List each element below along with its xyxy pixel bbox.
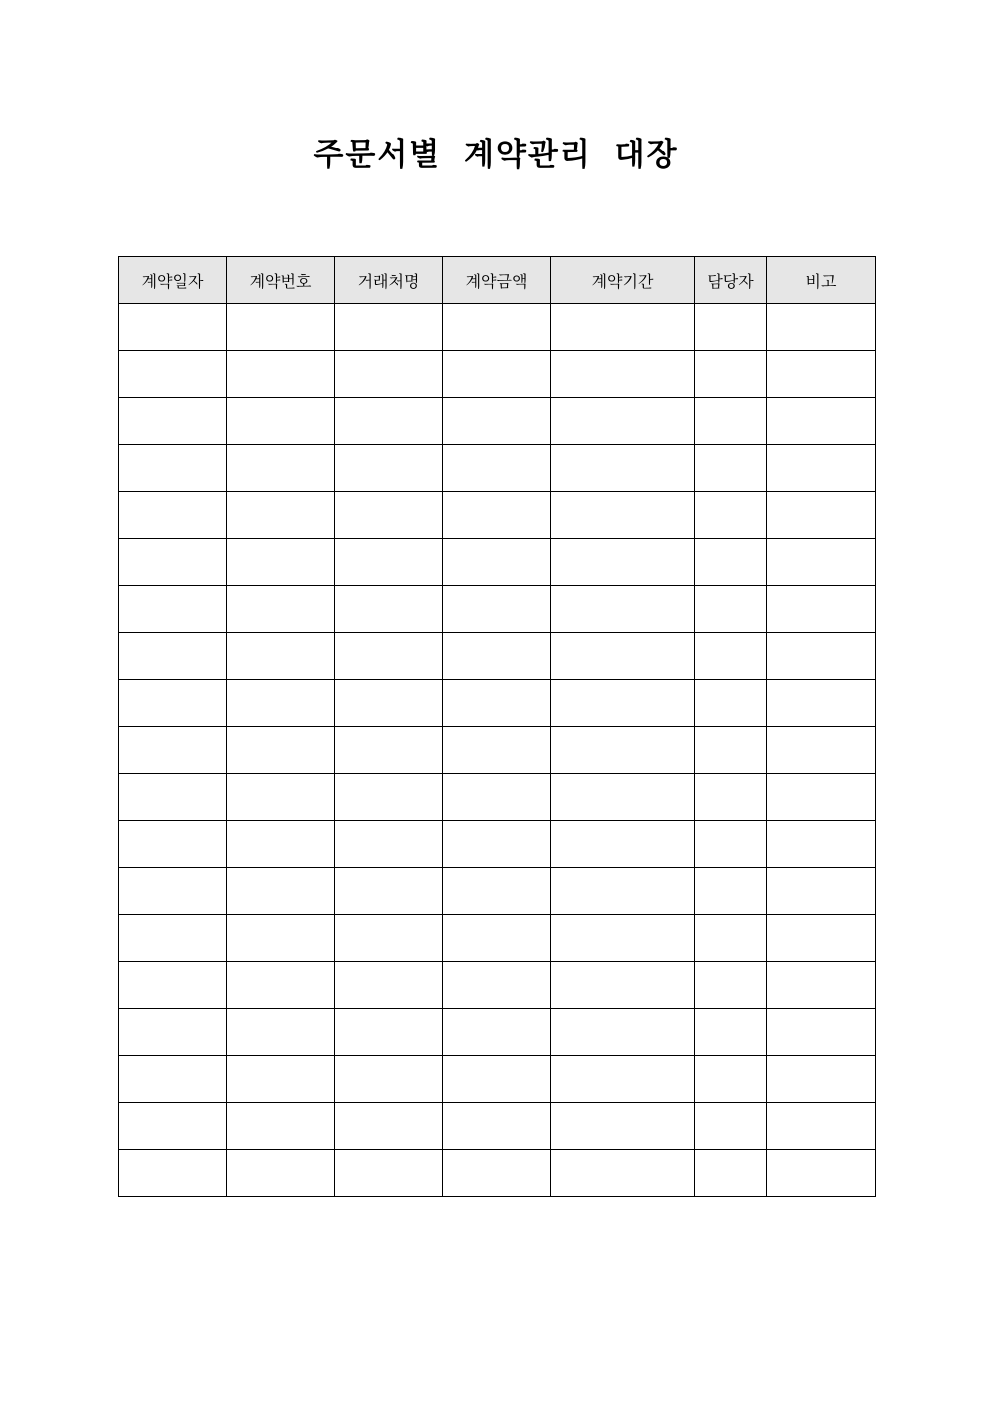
cell-contract-amount[interactable] <box>443 962 551 1009</box>
cell-manager[interactable] <box>695 962 767 1009</box>
cell-contract-amount[interactable] <box>443 1056 551 1103</box>
cell-contract-date[interactable] <box>119 633 227 680</box>
table-row <box>119 868 876 915</box>
cell-contract-period[interactable] <box>551 680 695 727</box>
column-header-contract-amount: 계약금액 <box>443 257 551 304</box>
cell-contract-date[interactable] <box>119 915 227 962</box>
cell-contract-amount[interactable] <box>443 1009 551 1056</box>
table-row <box>119 633 876 680</box>
cell-contract-amount[interactable] <box>443 680 551 727</box>
cell-contract-date[interactable] <box>119 351 227 398</box>
cell-remarks[interactable] <box>767 868 876 915</box>
document-title: 주문서별 계약관리 대장 <box>313 137 679 173</box>
cell-contract-number[interactable] <box>227 1103 335 1150</box>
cell-contract-amount[interactable] <box>443 1103 551 1150</box>
cell-contract-date[interactable] <box>119 1103 227 1150</box>
cell-contract-number[interactable] <box>227 351 335 398</box>
cell-contract-number[interactable] <box>227 727 335 774</box>
cell-contract-amount[interactable] <box>443 1150 551 1197</box>
table-row <box>119 774 876 821</box>
cell-client-name[interactable] <box>335 1056 443 1103</box>
cell-remarks[interactable] <box>767 539 876 586</box>
cell-contract-amount[interactable] <box>443 539 551 586</box>
cell-contract-date[interactable] <box>119 445 227 492</box>
cell-contract-period[interactable] <box>551 821 695 868</box>
cell-contract-period[interactable] <box>551 727 695 774</box>
cell-contract-amount[interactable] <box>443 868 551 915</box>
cell-manager[interactable] <box>695 774 767 821</box>
cell-contract-number[interactable] <box>227 304 335 351</box>
cell-contract-period[interactable] <box>551 445 695 492</box>
cell-contract-date[interactable] <box>119 492 227 539</box>
column-header-manager: 담당자 <box>695 257 767 304</box>
cell-client-name[interactable] <box>335 398 443 445</box>
cell-manager[interactable] <box>695 915 767 962</box>
cell-contract-date[interactable] <box>119 586 227 633</box>
cell-contract-period[interactable] <box>551 351 695 398</box>
table-row <box>119 492 876 539</box>
cell-manager[interactable] <box>695 351 767 398</box>
cell-contract-period[interactable] <box>551 915 695 962</box>
cell-remarks[interactable] <box>767 1056 876 1103</box>
cell-contract-period[interactable] <box>551 586 695 633</box>
cell-contract-date[interactable] <box>119 304 227 351</box>
cell-client-name[interactable] <box>335 1103 443 1150</box>
cell-remarks[interactable] <box>767 1150 876 1197</box>
cell-contract-date[interactable] <box>119 727 227 774</box>
table-row <box>119 586 876 633</box>
cell-contract-date[interactable] <box>119 680 227 727</box>
cell-remarks[interactable] <box>767 304 876 351</box>
column-header-client-name: 거래처명 <box>335 257 443 304</box>
cell-remarks[interactable] <box>767 774 876 821</box>
table-row <box>119 398 876 445</box>
cell-contract-date[interactable] <box>119 821 227 868</box>
cell-contract-amount[interactable] <box>443 774 551 821</box>
cell-contract-period[interactable] <box>551 633 695 680</box>
cell-manager[interactable] <box>695 1056 767 1103</box>
cell-manager[interactable] <box>695 586 767 633</box>
cell-contract-date[interactable] <box>119 539 227 586</box>
cell-contract-period[interactable] <box>551 539 695 586</box>
cell-manager[interactable] <box>695 821 767 868</box>
table-row <box>119 915 876 962</box>
column-header-contract-period: 계약기간 <box>551 257 695 304</box>
table-row <box>119 962 876 1009</box>
cell-contract-period[interactable] <box>551 962 695 1009</box>
cell-contract-number[interactable] <box>227 1150 335 1197</box>
table-row <box>119 1150 876 1197</box>
cell-remarks[interactable] <box>767 962 876 1009</box>
cell-remarks[interactable] <box>767 680 876 727</box>
cell-client-name[interactable] <box>335 445 443 492</box>
cell-manager[interactable] <box>695 633 767 680</box>
cell-client-name[interactable] <box>335 680 443 727</box>
cell-contract-amount[interactable] <box>443 351 551 398</box>
cell-contract-number[interactable] <box>227 492 335 539</box>
cell-contract-number[interactable] <box>227 398 335 445</box>
cell-contract-period[interactable] <box>551 304 695 351</box>
cell-manager[interactable] <box>695 1150 767 1197</box>
cell-contract-date[interactable] <box>119 1009 227 1056</box>
header-row <box>119 257 876 304</box>
cell-remarks[interactable] <box>767 492 876 539</box>
cell-contract-period[interactable] <box>551 492 695 539</box>
cell-client-name[interactable] <box>335 633 443 680</box>
table-row <box>119 539 876 586</box>
cell-manager[interactable] <box>695 304 767 351</box>
cell-contract-date[interactable] <box>119 398 227 445</box>
cell-client-name[interactable] <box>335 915 443 962</box>
cell-remarks[interactable] <box>767 821 876 868</box>
cell-remarks[interactable] <box>767 1103 876 1150</box>
cell-contract-date[interactable] <box>119 962 227 1009</box>
cell-contract-number[interactable] <box>227 445 335 492</box>
cell-remarks[interactable] <box>767 586 876 633</box>
cell-remarks[interactable] <box>767 915 876 962</box>
table-body <box>119 304 876 1197</box>
cell-client-name[interactable] <box>335 492 443 539</box>
cell-contract-number[interactable] <box>227 868 335 915</box>
cell-contract-amount[interactable] <box>443 492 551 539</box>
cell-manager[interactable] <box>695 398 767 445</box>
table-row <box>119 1103 876 1150</box>
table-row <box>119 680 876 727</box>
cell-client-name[interactable] <box>335 962 443 1009</box>
cell-contract-period[interactable] <box>551 1150 695 1197</box>
cell-contract-date[interactable] <box>119 1056 227 1103</box>
cell-contract-number[interactable] <box>227 1056 335 1103</box>
cell-manager[interactable] <box>695 1103 767 1150</box>
cell-client-name[interactable] <box>335 727 443 774</box>
cell-contract-amount[interactable] <box>443 633 551 680</box>
cell-contract-amount[interactable] <box>443 821 551 868</box>
table-row <box>119 821 876 868</box>
column-header-contract-number: 계약번호 <box>227 257 335 304</box>
cell-client-name[interactable] <box>335 774 443 821</box>
cell-contract-number[interactable] <box>227 1009 335 1056</box>
cell-remarks[interactable] <box>767 445 876 492</box>
cell-contract-number[interactable] <box>227 633 335 680</box>
cell-contract-number[interactable] <box>227 774 335 821</box>
cell-client-name[interactable] <box>335 1009 443 1056</box>
cell-contract-period[interactable] <box>551 774 695 821</box>
cell-contract-number[interactable] <box>227 962 335 1009</box>
cell-remarks[interactable] <box>767 398 876 445</box>
cell-contract-number[interactable] <box>227 586 335 633</box>
cell-remarks[interactable] <box>767 727 876 774</box>
table-row <box>119 1009 876 1056</box>
table-row <box>119 351 876 398</box>
cell-contract-date[interactable] <box>119 868 227 915</box>
cell-manager[interactable] <box>695 1009 767 1056</box>
cell-remarks[interactable] <box>767 1009 876 1056</box>
table-row <box>119 304 876 351</box>
cell-contract-amount[interactable] <box>443 445 551 492</box>
cell-manager[interactable] <box>695 727 767 774</box>
table-row <box>119 727 876 774</box>
cell-manager[interactable] <box>695 445 767 492</box>
cell-manager[interactable] <box>695 539 767 586</box>
cell-contract-period[interactable] <box>551 1103 695 1150</box>
cell-remarks[interactable] <box>767 633 876 680</box>
cell-contract-period[interactable] <box>551 1009 695 1056</box>
cell-contract-number[interactable] <box>227 680 335 727</box>
column-header-contract-date: 계약일자 <box>119 257 227 304</box>
cell-contract-date[interactable] <box>119 774 227 821</box>
cell-contract-number[interactable] <box>227 821 335 868</box>
cell-contract-amount[interactable] <box>443 304 551 351</box>
cell-contract-date[interactable] <box>119 1150 227 1197</box>
contract-ledger-table <box>118 256 876 1197</box>
cell-contract-number[interactable] <box>227 915 335 962</box>
cell-remarks[interactable] <box>767 351 876 398</box>
cell-manager[interactable] <box>695 868 767 915</box>
cell-contract-amount[interactable] <box>443 398 551 445</box>
cell-manager[interactable] <box>695 680 767 727</box>
table-row <box>119 445 876 492</box>
cell-client-name[interactable] <box>335 1150 443 1197</box>
cell-contract-amount[interactable] <box>443 727 551 774</box>
cell-client-name[interactable] <box>335 868 443 915</box>
cell-contract-period[interactable] <box>551 868 695 915</box>
cell-contract-amount[interactable] <box>443 586 551 633</box>
cell-client-name[interactable] <box>335 821 443 868</box>
cell-contract-number[interactable] <box>227 539 335 586</box>
cell-manager[interactable] <box>695 492 767 539</box>
cell-client-name[interactable] <box>335 351 443 398</box>
column-header-remarks: 비고 <box>767 257 876 304</box>
cell-contract-period[interactable] <box>551 1056 695 1103</box>
cell-contract-period[interactable] <box>551 398 695 445</box>
cell-client-name[interactable] <box>335 586 443 633</box>
cell-contract-amount[interactable] <box>443 915 551 962</box>
table-row <box>119 1056 876 1103</box>
cell-client-name[interactable] <box>335 304 443 351</box>
cell-client-name[interactable] <box>335 539 443 586</box>
